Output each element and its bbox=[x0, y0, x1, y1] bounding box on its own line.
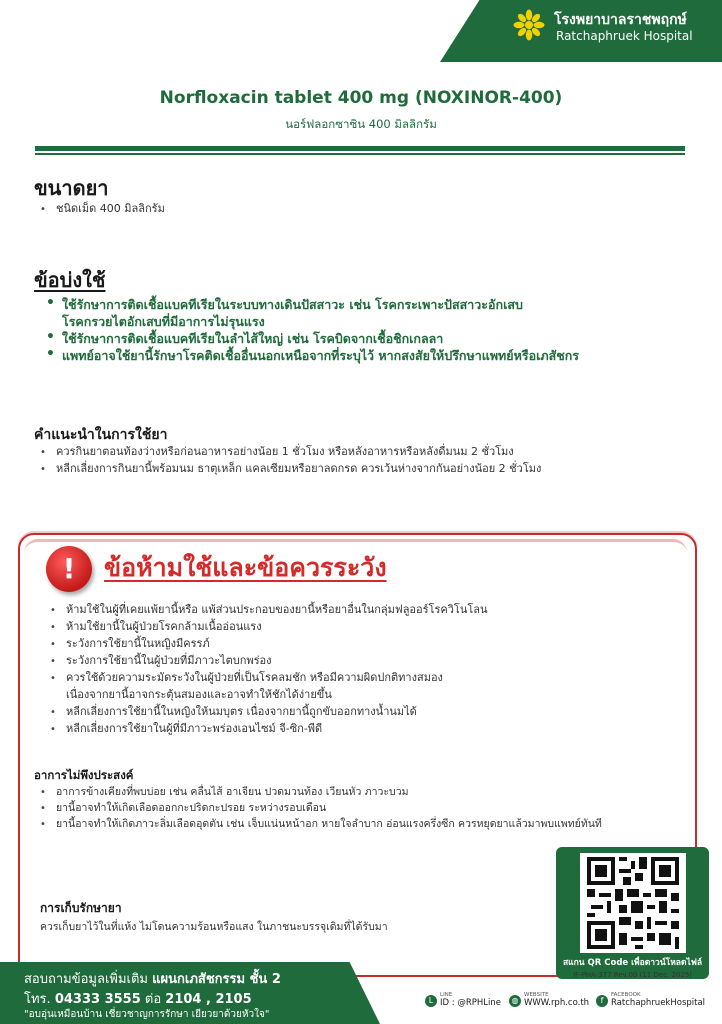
list-item-continuation: โรคกรวยไตอักเสบที่มีอาการไม่รุนแรง bbox=[62, 314, 265, 329]
footer-contact: สอบถามข้อมูลเพิ่มเติม แผนกเภสัชกรรม ชั้น 2 bbox=[24, 972, 281, 987]
list-item: • ใช้รักษาการติดเชื้อแบคทีเรียในระบบทางเดินปัสสาวะ เช่น โรคกระเพาะปัสสาวะอักเสบ bbox=[40, 296, 579, 313]
qr-code-icon[interactable] bbox=[580, 853, 686, 953]
list-item: • ควรกินยาตอนท้องว่างหรือก่อนอาหารอย่างน้อย 1 ชั่วโมง หรือหลังอาหารหรือหลังดื่มนม 2 ชั่วโมง bbox=[34, 443, 541, 460]
list-item: • แพทย์อาจใช้ยานี้รักษาโรคติดเชื้ออื่นนอกเหนือจากที่ระบุไว้ หากสงสัยให้ปรึกษาแพทย์หรือเภสัชกร bbox=[40, 347, 579, 364]
list-item: • ชนิดเม็ด 400 มิลลิกรัม bbox=[34, 200, 165, 217]
globe-icon: ◍ bbox=[509, 995, 521, 1007]
usage-list bbox=[34, 443, 541, 477]
side-effects-list bbox=[34, 784, 602, 832]
storage-text: ควรเก็บยาไว้ในที่แห้ง ไม่โดนความร้อนหรือแสง ในภาชนะบรรจุเดิมที่ได้รับมา bbox=[40, 921, 388, 933]
divider bbox=[35, 153, 685, 155]
list-item: • ยานี้อาจทำให้เกิดภาวะลิ่มเลือดอุดตัน เช่น เจ็บแน่นหน้าอก หายใจลำบาก อ่อนแรงครึ่งซีก ควรหยุดยาแล้วมาพบแพทย์ทันที bbox=[34, 816, 602, 832]
list-item-continuation: เนื่องจากยานี้อาจกระตุ้นสมองและอาจทำให้ชักได้ง่ายขึ้น bbox=[66, 688, 332, 701]
list-item: • ยานี้อาจทำให้เกิดเลือดออกกะปริดกะปรอย ระหว่างรอบเดือน bbox=[34, 800, 602, 816]
facebook-link[interactable]: FACEBOOK RatchaphruekHospital bbox=[611, 992, 706, 1008]
divider bbox=[35, 146, 685, 151]
list-item: • ใช้รักษาการติดเชื้อแบคทีเรียในลำไส้ใหญ่ เช่น โรคบิดจากเชื้อชิกเกลลา bbox=[40, 330, 579, 347]
qr-caption: สแกน QR Code เพื่อดาวน์โหลดไฟล์ bbox=[562, 958, 703, 968]
exclamation-icon: ! bbox=[46, 546, 92, 592]
list-item: • อาการข้างเคียงที่พบบ่อย เช่น คลื่นไส้ อาเจียน ปวดมวนท้อง เวียนหัว ภาวะบวม bbox=[34, 784, 602, 800]
page-subtitle: นอร์ฟลอกซาซิน 400 มิลลิกรัม bbox=[285, 117, 437, 131]
list-item: • ระวังการใช้ยานี้ในผู้ป่วยที่มีภาวะไตบกพร่อง bbox=[44, 652, 488, 669]
facebook-icon: f bbox=[596, 995, 608, 1007]
list-item: • หลีกเลี่ยงการกินยานี้พร้อมนม ธาตุเหล็ก แคลเซียมหรือยาลดกรด ควรเว้นห่างจากกันอย่างน้อย 2 ชั่วโมง bbox=[34, 460, 541, 477]
page-title: Norfloxacin tablet 400 mg (NOXINOR-400) bbox=[159, 88, 563, 108]
indications-heading: ข้อบ่งใช้ bbox=[34, 268, 106, 292]
warnings-heading: ข้อห้ามใช้และข้อควรระวัง bbox=[104, 553, 387, 582]
document-code: IF-PHA-377 Rev.00 (11 Dec. 2025) bbox=[572, 971, 693, 979]
usage-heading: คำแนะนำในการใช้ยา bbox=[34, 427, 168, 443]
list-item: • ห้ามใช้ยานี้ในผู้ป่วยโรคกล้ามเนื้ออ่อนแรง bbox=[44, 618, 488, 635]
hospital-name-th: โรงพยาบาลราชพฤกษ์ bbox=[554, 12, 687, 28]
indications-list bbox=[40, 296, 579, 364]
side-effects-heading: อาการไม่พึงประสงค์ bbox=[34, 768, 134, 782]
footer-phone: โทร. 04333 3555 ต่อ 2104 , 2105 bbox=[24, 992, 252, 1007]
storage-heading: การเก็บรักษายา bbox=[40, 901, 122, 915]
dose-heading: ขนาดยา bbox=[34, 176, 109, 200]
line-icon: L bbox=[425, 995, 437, 1007]
list-item: • หลีกเลี่ยงการใช้ยานี้ในหญิงให้นมบุตร เนื่องจากยานี้ถูกขับออกทางน้ำนมได้ bbox=[44, 703, 488, 720]
footer-slogan: "อบอุ่นเหมือนบ้าน เชี่ยวชาญการรักษา เยียวยาด้วยหัวใจ" bbox=[24, 1009, 270, 1020]
warnings-list bbox=[44, 601, 488, 737]
website-link[interactable]: WEBSITE WWW.rph.co.th bbox=[524, 992, 590, 1008]
list-item: • หลีกเลี่ยงการใช้ยาในผู้ที่มีภาวะพร่องเอนไซม์ จี-ซิก-พีดี bbox=[44, 720, 488, 737]
list-item: • ห้ามใช้ในผู้ที่เคยแพ้ยานี้หรือ แพ้ส่วนประกอบของยานี้หรือยาอื่นในกลุ่มฟลูออร์โรควิโนโลน bbox=[44, 601, 488, 618]
hospital-name-en: Ratchaphruek Hospital bbox=[556, 29, 693, 43]
hospital-logo-icon bbox=[512, 8, 546, 42]
list-item: • ควรใช้ด้วยความระมัดระวังในผู้ป่วยที่เป็นโรคลมชัก หรือมีความผิดปกติทางสมอง bbox=[44, 669, 488, 686]
dose-list bbox=[34, 200, 165, 217]
list-item: • ระวังการใช้ยานี้ในหญิงมีครรภ์ bbox=[44, 635, 488, 652]
line-contact[interactable]: LINE ID : @RPHLine bbox=[440, 992, 501, 1008]
